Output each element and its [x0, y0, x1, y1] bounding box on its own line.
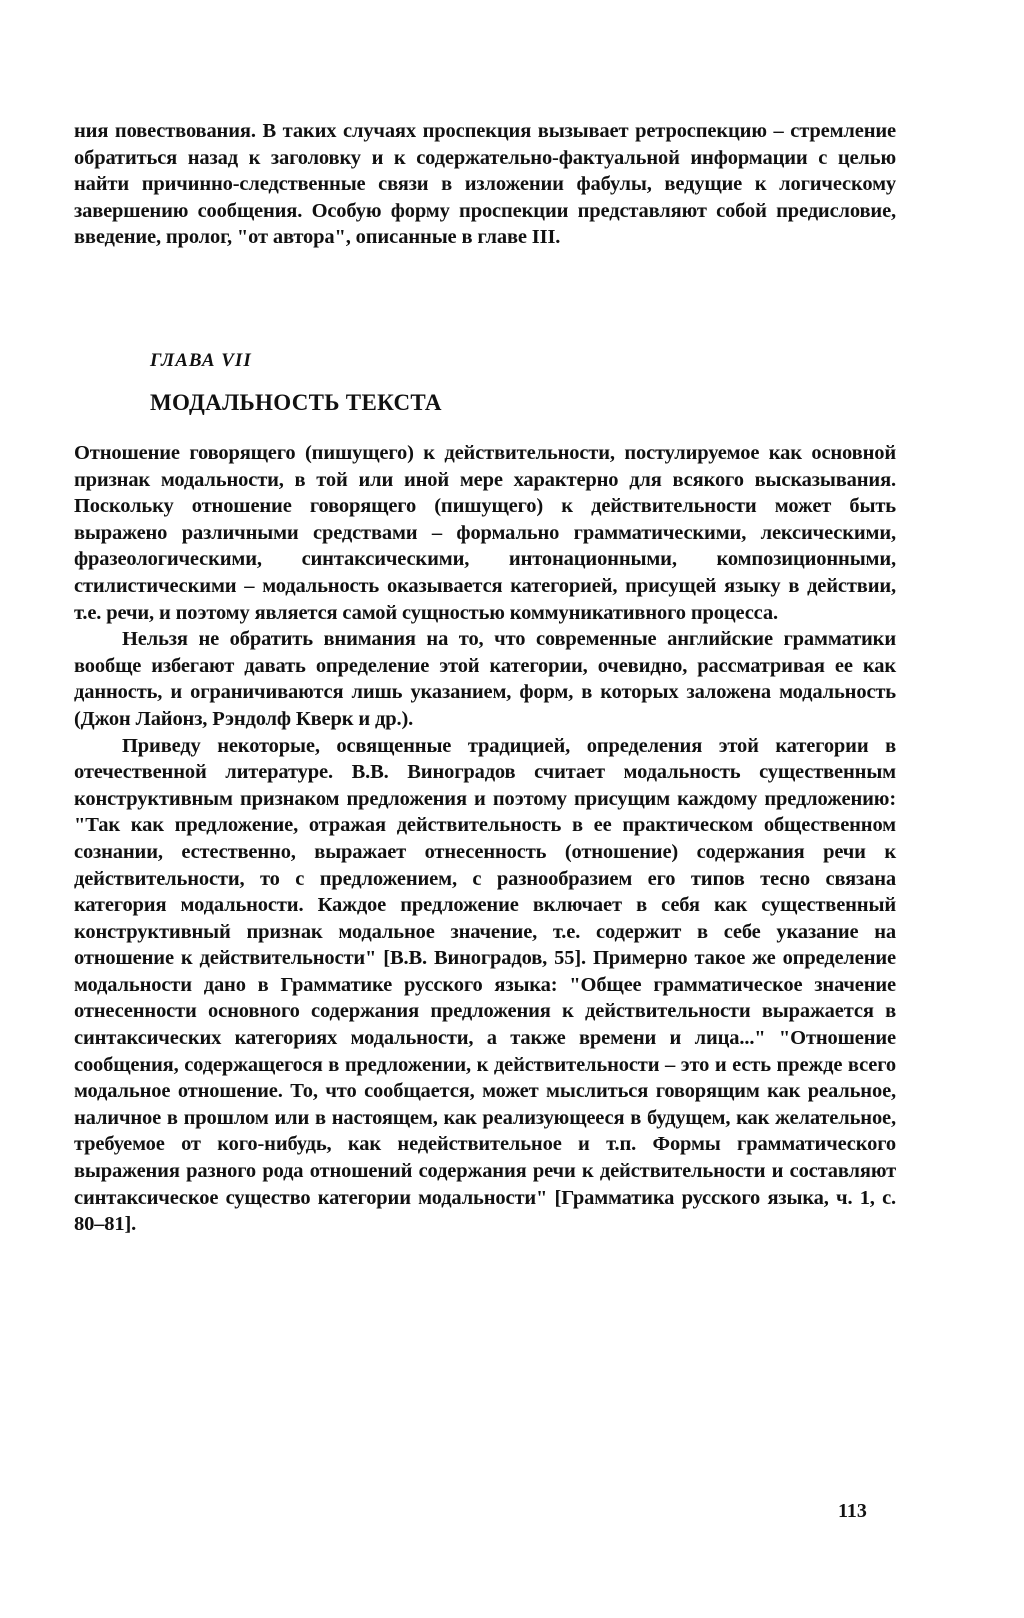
body-paragraph-3: Приведу некоторые, освященные традицией, определения этой категории в отечественной литературе. В.В. Виноградов считает модальность существенным конструктивным признаком предложения и поэтому присущим каждому предложению: "Так как предложение, отражая действительность в ее практическом общественном сознании, естественно, выражает отнесенность (отношение) содержания речи к действительности, то с предложением, с разнообразием его типов тесно связана категория модальности. Каждое предложение включает в себя как существенный конструктивный признак модальное значение, т.е. содержит в себе указание на отношение к действительности" [В.В. Виноградов, 55]. Примерно такое же определение модальности дано в Грамматике русского языка: "Общее грамматическое значение отнесенности основного содержания предложения к действительности выражается в синтаксических категориях модальности, а также времени и лица..." "Отношение сообщения, содержащегося в предложении, к действительности – это и есть прежде всего модальное отношение. То, что сообщается, может мыслиться говорящим как реальное, наличное в прошлом или в настоящем, как реализующееся в будущем, как желательное, требуемое от кого-нибудь, как недействительное и т.п. Формы грамматического выражения разного рода отношений содержания речи к действительности и составляют синтаксическое существо категории модальности" [Грамматика русского языка, ч. 1, с. 80–81]. — [74, 734, 896, 1236]
chapter-body — [74, 440, 896, 1238]
intro-paragraph-block — [74, 118, 896, 251]
chapter-title: МОДАЛЬНОСТЬ ТЕКСТА — [150, 390, 442, 415]
intro-paragraph: ния повествования. В таких случаях проспекция вызывает ретроспекцию – стремление обратиться назад к заголовку и к содержательно-фактуальной информации с целью найти причинно-следственные связи в изложении фабулы, ведущие к логическому завершению сообщения. Особую форму проспекции представляют собой предисловие, введение, пролог, "от автора", описанные в главе III. — [74, 120, 896, 249]
body-paragraph-1: Отношение говорящего (пишущего) к действительности, постулируемое как основной признак модальности, в той или иной мере характерно для всякого высказывания. Поскольку отношение говорящего (пишущего) к действительности может быть выражено различными средствами – формально грамматическими, лексическими, фразеологическими, синтаксическими, интонационными, композиционными, стилистическими – модальность оказывается категорией, присущей языку в действии, т.е. речи, и поэтому является самой сущностью коммуникативного процесса. — [74, 442, 896, 624]
page-number: 113 — [838, 1500, 867, 1522]
body-paragraph-2: Нельзя не обратить внимания на то, что современные английские грамматики вообще избегают давать определение этой категории, очевидно, рассматривая ее как данность, и ограничиваются лишь указанием, форм, в которых заложена модальность (Джон Лайонз, Рэндолф Кверк и др.). — [74, 628, 896, 730]
chapter-label: ГЛАВА VII — [150, 350, 252, 371]
